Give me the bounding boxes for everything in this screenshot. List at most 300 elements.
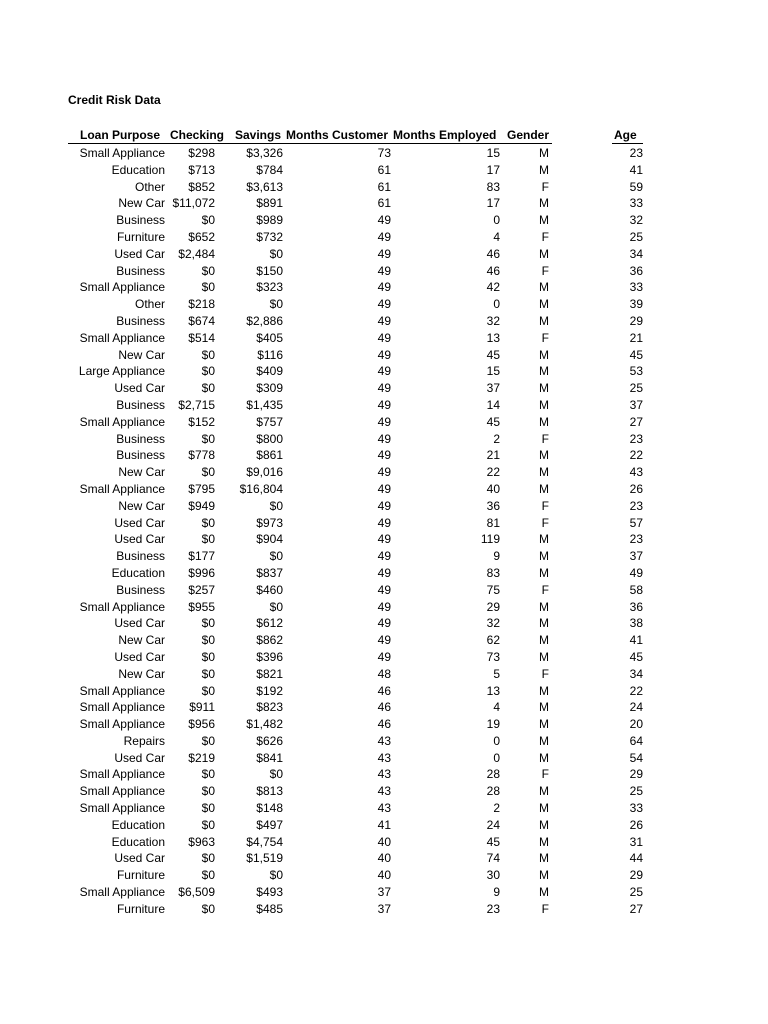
cell-loan-purpose: Education [111,565,165,580]
cell-months-employed: 46 [486,263,500,278]
cell-loan-purpose: Used Car [114,616,165,631]
cell-savings: $841 [256,750,283,765]
cell-checking: $852 [188,179,215,194]
cell-gender: M [539,381,549,396]
cell-loan-purpose: Business [116,213,165,228]
cell-checking: $911 [189,700,215,715]
cell-months-employed: 9 [493,885,500,900]
cell-loan-purpose: Small Appliance [79,481,165,496]
cell-months-employed: 14 [486,397,500,412]
cell-months-employed: 36 [486,498,500,513]
cell-loan-purpose: New Car [118,498,165,513]
cell-gender: M [539,733,549,748]
table-row [0,145,768,162]
cell-checking: $0 [201,851,215,866]
cell-loan-purpose: Business [116,582,165,597]
cell-months-customer: 49 [377,649,391,664]
cell-age: 36 [629,263,643,278]
cell-savings: $192 [256,683,283,698]
cell-gender: M [539,465,549,480]
cell-gender: M [539,481,549,496]
cell-checking: $0 [201,381,215,396]
cell-savings: $2,886 [246,313,283,328]
cell-loan-purpose: Small Appliance [79,767,165,782]
cell-months-customer: 46 [377,717,391,732]
cell-savings: $0 [269,246,283,261]
cell-savings: $0 [269,498,283,513]
cell-checking: $0 [201,532,215,547]
header-loan-purpose: Loan Purpose [80,128,161,142]
cell-months-customer: 43 [377,801,391,816]
table-row [0,414,768,431]
sheet-title: Credit Risk Data [68,93,161,107]
table-row [0,817,768,834]
cell-gender: M [539,834,549,849]
table-row [0,599,768,616]
cell-savings: $309 [256,381,283,396]
cell-age: 33 [629,801,643,816]
cell-age: 20 [629,717,643,732]
cell-gender: M [539,817,549,832]
cell-gender: F [541,767,549,782]
cell-months-employed: 0 [493,750,500,765]
cell-age: 29 [629,868,643,883]
cell-savings: $861 [256,448,283,463]
cell-months-employed: 45 [486,834,500,849]
table-row [0,431,768,448]
cell-age: 33 [629,280,643,295]
cell-months-customer: 49 [377,246,391,261]
cell-months-employed: 40 [486,481,500,496]
cell-months-customer: 49 [377,364,391,379]
cell-checking: $0 [201,784,215,799]
cell-gender: M [539,885,549,900]
table-row [0,263,768,280]
cell-savings: $612 [256,616,283,631]
cell-months-customer: 49 [377,549,391,564]
table-row [0,447,768,464]
table-row [0,766,768,783]
header-savings: Savings [235,128,282,142]
cell-savings: $800 [256,431,283,446]
cell-age: 43 [629,465,643,480]
cell-months-employed: 83 [486,565,500,580]
cell-loan-purpose: Large Appliance [78,364,165,379]
cell-savings: $904 [256,532,283,547]
cell-age: 37 [629,549,643,564]
cell-gender: F [541,263,549,278]
cell-age: 23 [629,532,643,547]
cell-loan-purpose: Small Appliance [79,599,165,614]
cell-months-customer: 46 [377,700,391,715]
table-row [0,683,768,700]
cell-loan-purpose: Furniture [116,901,165,916]
cell-savings: $757 [256,414,283,429]
cell-savings: $0 [269,767,283,782]
cell-age: 25 [629,381,643,396]
cell-checking: $963 [188,834,215,849]
cell-loan-purpose: Repairs [123,733,165,748]
cell-months-customer: 49 [377,532,391,547]
cell-gender: F [541,582,549,597]
table-row [0,498,768,515]
table-row [0,162,768,179]
cell-age: 36 [629,599,643,614]
cell-months-customer: 49 [377,263,391,278]
cell-checking: $674 [188,313,215,328]
cell-age: 44 [629,851,643,866]
table-row [0,632,768,649]
cell-months-employed: 83 [486,179,500,194]
cell-age: 25 [629,229,643,244]
cell-loan-purpose: New Car [118,633,165,648]
cell-loan-purpose: Education [111,834,165,849]
cell-months-employed: 13 [486,683,500,698]
cell-months-employed: 5 [493,666,500,681]
cell-months-employed: 23 [486,901,500,916]
cell-months-employed: 2 [493,801,500,816]
cell-months-customer: 49 [377,397,391,412]
cell-months-customer: 49 [377,599,391,614]
cell-months-customer: 49 [377,229,391,244]
cell-loan-purpose: Used Car [114,381,165,396]
cell-age: 29 [629,313,643,328]
cell-months-employed: 32 [486,313,500,328]
cell-gender: M [539,246,549,261]
cell-savings: $0 [269,549,283,564]
cell-months-customer: 43 [377,784,391,799]
cell-checking: $0 [201,733,215,748]
cell-loan-purpose: Used Car [114,649,165,664]
cell-gender: M [539,213,549,228]
table-row [0,582,768,599]
cell-months-employed: 4 [493,229,500,244]
cell-savings: $150 [256,263,283,278]
cell-age: 45 [629,649,643,664]
table-row [0,548,768,565]
table-row [0,901,768,918]
table-row [0,347,768,364]
cell-gender: M [539,364,549,379]
cell-checking: $0 [201,280,215,295]
cell-gender: M [539,146,549,160]
cell-checking: $778 [188,448,215,463]
cell-loan-purpose: Business [116,263,165,278]
cell-age: 57 [629,515,643,530]
cell-months-customer: 40 [377,868,391,883]
cell-savings: $0 [269,599,283,614]
cell-checking: $2,484 [178,246,215,261]
cell-gender: M [539,717,549,732]
cell-gender: F [541,901,549,916]
cell-months-employed: 119 [480,532,500,547]
cell-gender: M [539,633,549,648]
cell-checking: $11,072 [172,196,215,211]
cell-gender: M [539,280,549,295]
cell-savings: $784 [256,162,283,177]
cell-months-employed: 28 [486,767,500,782]
cell-age: 23 [629,146,643,160]
table-row [0,867,768,884]
cell-gender: M [539,851,549,866]
table-row [0,750,768,767]
cell-checking: $2,715 [178,397,215,412]
cell-months-customer: 61 [377,162,391,177]
cell-months-customer: 49 [377,330,391,345]
cell-loan-purpose: Business [116,397,165,412]
table-row [0,363,768,380]
cell-months-customer: 61 [377,196,391,211]
cell-months-employed: 73 [486,649,500,664]
cell-checking: $0 [201,431,215,446]
table-row [0,330,768,347]
cell-age: 59 [629,179,643,194]
cell-months-customer: 49 [377,465,391,480]
cell-months-employed: 15 [486,146,500,160]
cell-loan-purpose: Business [116,549,165,564]
cell-loan-purpose: Small Appliance [79,414,165,429]
cell-checking: $956 [188,717,215,732]
cell-checking: $0 [201,767,215,782]
cell-loan-purpose: Small Appliance [79,330,165,345]
table-row [0,783,768,800]
cell-loan-purpose: Small Appliance [79,885,165,900]
cell-checking: $0 [201,801,215,816]
cell-checking: $652 [188,229,215,244]
cell-savings: $497 [256,817,283,832]
cell-checking: $6,509 [178,885,215,900]
cell-savings: $409 [256,364,283,379]
cell-gender: F [541,330,549,345]
cell-months-employed: 81 [486,515,500,530]
cell-loan-purpose: Business [116,313,165,328]
cell-loan-purpose: Small Appliance [79,717,165,732]
table-row [0,733,768,750]
cell-months-employed: 45 [486,414,500,429]
cell-loan-purpose: New Car [118,347,165,362]
cell-savings: $0 [269,868,283,883]
cell-age: 23 [629,498,643,513]
cell-loan-purpose: Used Car [114,515,165,530]
cell-age: 26 [629,817,643,832]
cell-loan-purpose: Used Car [114,532,165,547]
cell-checking: $0 [201,666,215,681]
cell-savings: $485 [256,901,283,916]
header-months-customer: Months Customer [286,128,388,142]
cell-months-customer: 49 [377,431,391,446]
header-underline [68,143,552,144]
table-row [0,246,768,263]
cell-loan-purpose: Other [134,179,165,194]
cell-months-employed: 2 [493,431,500,446]
cell-savings: $323 [256,280,283,295]
cell-gender: F [541,431,549,446]
cell-gender: M [539,683,549,698]
cell-age: 58 [629,582,643,597]
cell-months-customer: 73 [377,146,391,160]
cell-checking: $152 [188,414,215,429]
cell-gender: M [539,347,549,362]
cell-checking: $0 [201,901,215,916]
table-row [0,279,768,296]
cell-savings: $116 [257,347,283,362]
table-row [0,884,768,901]
cell-savings: $0 [269,297,283,312]
cell-loan-purpose: Business [116,448,165,463]
cell-age: 41 [629,633,643,648]
cell-age: 41 [629,162,643,177]
table-row [0,565,768,582]
cell-savings: $1,435 [246,397,283,412]
cell-loan-purpose: Education [111,817,165,832]
cell-age: 27 [629,414,643,429]
cell-months-employed: 17 [486,196,500,211]
cell-loan-purpose: Small Appliance [79,784,165,799]
cell-months-customer: 37 [377,901,391,916]
cell-savings: $405 [256,330,283,345]
cell-age: 27 [629,901,643,916]
cell-age: 49 [629,565,643,580]
cell-months-employed: 75 [486,582,500,597]
cell-months-employed: 62 [486,633,500,648]
cell-gender: F [541,229,549,244]
table-row [0,850,768,867]
cell-savings: $1,482 [246,717,283,732]
cell-loan-purpose: Small Appliance [79,280,165,295]
cell-months-employed: 29 [486,599,500,614]
cell-age: 25 [629,885,643,900]
cell-gender: M [539,196,549,211]
cell-gender: F [541,515,549,530]
cell-gender: M [539,784,549,799]
cell-savings: $493 [256,885,283,900]
cell-months-employed: 32 [486,616,500,631]
table-row [0,313,768,330]
cell-savings: $3,613 [246,179,283,194]
cell-loan-purpose: New Car [118,196,165,211]
cell-checking: $0 [201,347,215,362]
cell-savings: $862 [256,633,283,648]
cell-months-employed: 19 [486,717,500,732]
cell-savings: $821 [256,666,283,681]
table-row [0,649,768,666]
cell-age: 21 [629,330,643,345]
cell-loan-purpose: Furniture [116,868,165,883]
cell-months-employed: 42 [486,280,500,295]
cell-age: 23 [629,431,643,446]
cell-gender: M [539,532,549,547]
cell-checking: $0 [201,683,215,698]
cell-checking: $257 [188,582,215,597]
cell-checking: $219 [188,750,215,765]
cell-months-customer: 49 [377,616,391,631]
cell-months-employed: 21 [486,448,500,463]
cell-savings: $626 [256,733,283,748]
cell-loan-purpose: Business [116,431,165,446]
header-age: Age [614,128,637,142]
data-table [0,145,768,918]
cell-months-customer: 46 [377,683,391,698]
cell-age: 31 [629,834,643,849]
cell-checking: $0 [201,817,215,832]
cell-checking: $298 [188,146,215,160]
cell-age: 29 [629,767,643,782]
table-row [0,834,768,851]
cell-age: 34 [629,246,643,261]
cell-checking: $0 [201,213,215,228]
cell-checking: $0 [201,868,215,883]
cell-loan-purpose: Education [111,162,165,177]
table-row [0,699,768,716]
cell-age: 22 [629,448,643,463]
header-checking: Checking [170,128,225,142]
cell-months-employed: 15 [486,364,500,379]
cell-age: 64 [629,733,643,748]
cell-gender: M [539,297,549,312]
cell-months-employed: 24 [486,817,500,832]
cell-gender: M [539,448,549,463]
cell-loan-purpose: Small Appliance [79,700,165,715]
cell-months-employed: 4 [493,700,500,715]
cell-months-customer: 49 [377,565,391,580]
cell-checking: $0 [201,364,215,379]
cell-loan-purpose: Small Appliance [79,801,165,816]
table-row [0,296,768,313]
cell-gender: M [539,649,549,664]
table-row [0,212,768,229]
cell-savings: $460 [256,582,283,597]
cell-savings: $148 [256,801,283,816]
cell-checking: $0 [201,465,215,480]
table-row [0,481,768,498]
cell-months-customer: 41 [377,817,391,832]
table-row [0,716,768,733]
table-row [0,515,768,532]
cell-gender: M [539,616,549,631]
cell-months-employed: 45 [486,347,500,362]
cell-savings: $973 [256,515,283,530]
cell-months-customer: 49 [377,633,391,648]
table-row [0,800,768,817]
header-gender: Gender [507,128,550,142]
cell-months-customer: 48 [377,666,391,681]
cell-savings: $732 [256,229,283,244]
cell-age: 39 [629,297,643,312]
cell-age: 26 [629,481,643,496]
cell-months-customer: 49 [377,481,391,496]
cell-savings: $9,016 [246,465,283,480]
cell-months-customer: 40 [377,851,391,866]
cell-savings: $4,754 [246,834,283,849]
cell-months-customer: 49 [377,297,391,312]
cell-loan-purpose: New Car [118,465,165,480]
table-row [0,229,768,246]
cell-age: 54 [629,750,643,765]
cell-age: 32 [629,213,643,228]
cell-months-customer: 49 [377,280,391,295]
cell-age: 24 [629,700,643,715]
cell-months-customer: 49 [377,347,391,362]
table-row [0,380,768,397]
cell-months-employed: 30 [486,868,500,883]
cell-checking: $0 [201,649,215,664]
cell-savings: $396 [256,649,283,664]
cell-months-customer: 49 [377,313,391,328]
table-row [0,615,768,632]
cell-loan-purpose: Other [134,297,165,312]
cell-savings: $16,804 [239,481,283,496]
cell-age: 37 [629,397,643,412]
